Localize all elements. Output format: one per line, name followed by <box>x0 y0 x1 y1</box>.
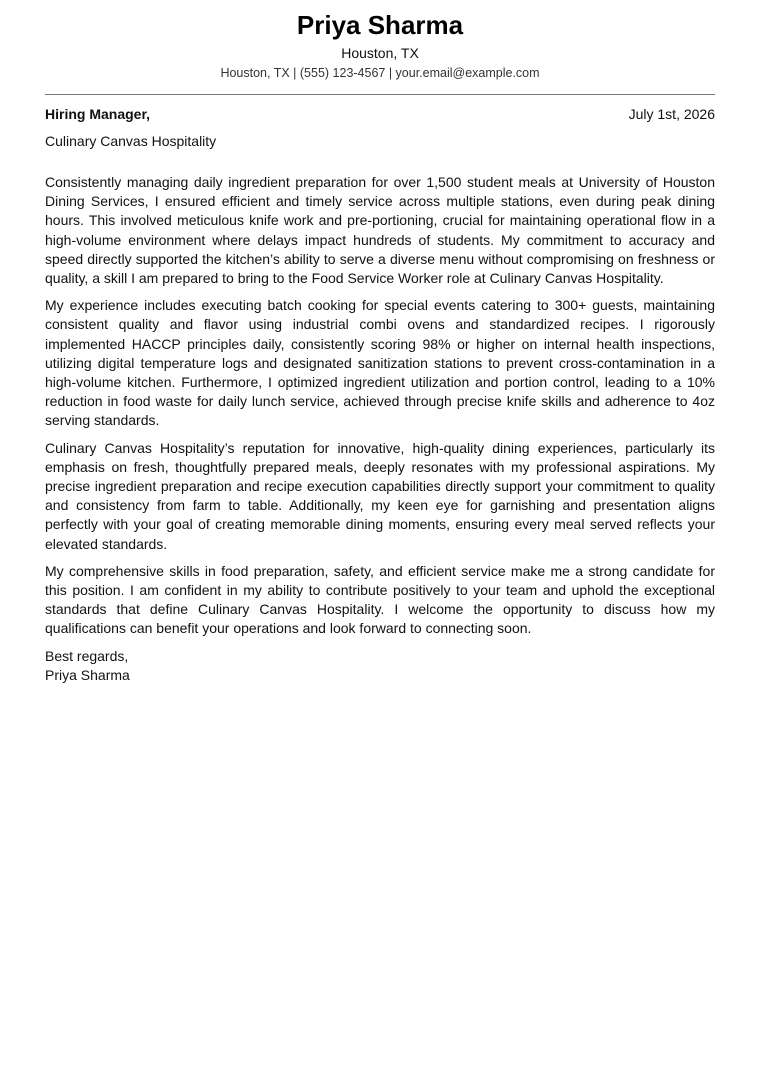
body-paragraph-2: My experience includes executing batch cooking for special events catering to 300+ guests, maintaining consistent quality and flavor using industrial combi ovens and standardized recipes. I rigorously implemented HACCP principles daily, consistently scoring 98% or higher on internal health inspections, utilizing digital temperature logs and designated sanitization stations to prevent cross-contamination in a high-volume kitchen. Furthermore, I optimized ingredient utilization and portion control, leading to a 10% reduction in food waste for daily lunch service, achieved through precise knife skills and adherence to 4oz serving standards. <box>45 297 715 429</box>
closing-phrase: Best regards, <box>45 647 129 664</box>
body-paragraph-3: Culinary Canvas Hospitality’s reputation for innovative, high-quality dining experiences, particularly its emphasis on fresh, thoughtfully prepared meals, deeply resonates with my professional aspirations. My precise ingredient preparation and recipe execution capabilities directly support your commitment to quality and consistency from farm to table. Additionally, my keen eye for garnishing and presentation aligns perfectly with your goal of creating memorable dining moments, ensuring every meal served reflects your elevated standards. <box>45 439 715 552</box>
letter-date: July 1st, 2026 <box>628 106 715 122</box>
letter-closing <box>45 647 715 685</box>
body-paragraph-4: My comprehensive skills in food preparation, safety, and efficient service make me a strong candidate for this position. I am confident in my ability to contribute positively to your team and uphold the exceptional standards that define Culinary Canvas Hospitality. I welcome the opportunity to discuss how my qualifications can benefit your operations and look forward to connecting soon. <box>45 562 715 637</box>
applicant-location: Houston, TX <box>341 45 419 61</box>
recipient-date-row <box>45 105 715 123</box>
signature-name: Priya Sharma <box>45 666 130 683</box>
header-divider <box>45 94 715 95</box>
applicant-name: Priya Sharma <box>296 10 464 40</box>
letter-body <box>45 173 715 685</box>
body-paragraph-1: Consistently managing daily ingredient preparation for over 1,500 student meals at University of Houston Dining Services, I ensured efficient and timely service across multiple stations, even during peak dining hours. This involved meticulous knife work and pre-portioning, crucial for maintaining operational flow in a high-volume environment where delays impact hundreds of students. My commitment to accuracy and speed directly supported the kitchen’s ability to serve a diverse menu without compromising on freshness or quality, a skill I am prepared to bring to the Food Service Worker role at Culinary Canvas Hospitality. <box>45 174 715 287</box>
applicant-contact-line: Houston, TX | (555) 123-4567 | your.email@example.com <box>220 66 540 80</box>
recipient-salutation: Hiring Manager, <box>45 106 151 122</box>
letter-header <box>0 0 760 81</box>
recipient-company: Culinary Canvas Hospitality <box>45 133 217 149</box>
